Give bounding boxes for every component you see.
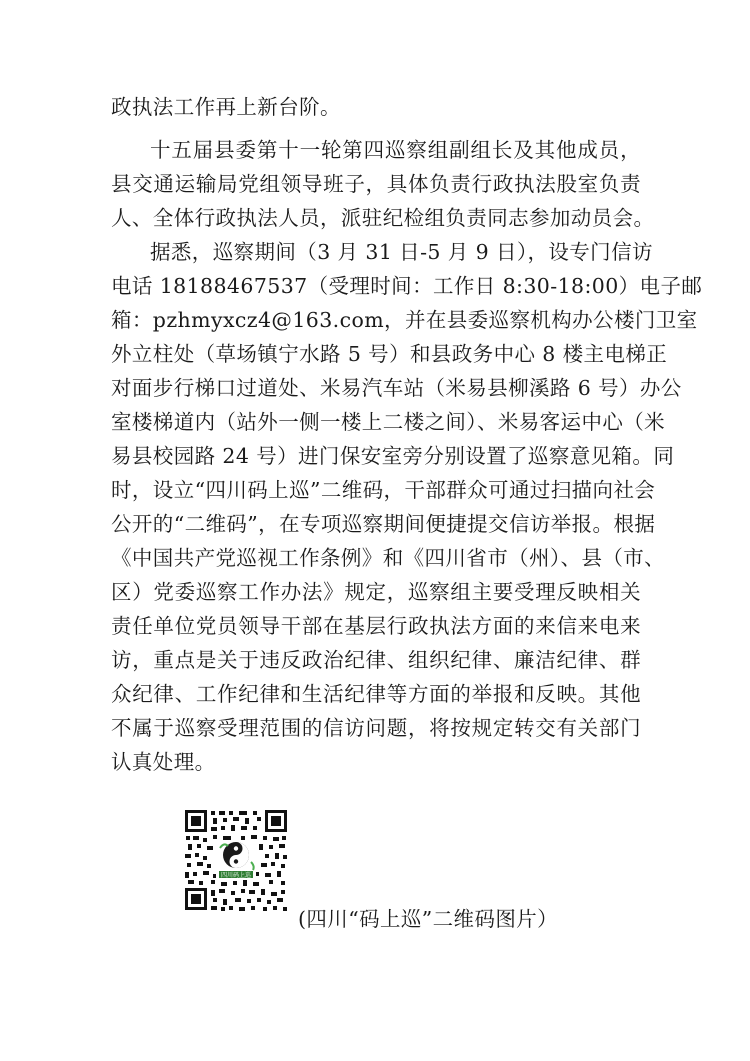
paragraph-line: 众纪律、工作纪律和生活纪律等方面的举报和反映。其他: [111, 682, 641, 706]
paragraph-line: 据悉，巡察期间（3 月 31 日-5 月 9 日），设专门信访: [150, 240, 653, 264]
paragraph-line: 认真处理。: [111, 750, 216, 774]
paragraph-line: 电话 18188467537（受理时间：工作日 8:30-18:00）电子邮: [111, 274, 703, 298]
paragraph-line: 政执法工作再上新台阶。: [111, 95, 341, 119]
paragraph-line: 时，设立“四川码上巡”二维码，干部群众可通过扫描向社会: [111, 478, 656, 502]
paragraph-line: 责任单位党员领导干部在基层行政执法方面的来信来电来: [111, 614, 641, 638]
paragraph-line: 访，重点是关于违反政治纪律、组织纪律、廉洁纪律、群: [111, 648, 641, 672]
paragraph-line: 县交通运输局党组领导班子，具体负责行政执法股室负责: [111, 172, 641, 196]
paragraph-line: 《中国共产党巡视工作条例》和《四川省市（州）、县（市、: [111, 546, 666, 570]
paragraph-line: 十五届县委第十一轮第四巡察组副组长及其他成员，: [150, 138, 641, 162]
paragraph-line: 箱：pzhmyxcz4@163.com，并在县委巡察机构办公楼门卫室: [111, 308, 698, 332]
paragraph-line: 室楼梯道内（站外一侧一楼上二楼之间）、米易客运中心（米: [111, 410, 666, 434]
paragraph-line: 对面步行梯口过道处、米易汽车站（米易县柳溪路 6 号）办公: [111, 376, 682, 400]
paragraph-line: 外立柱处（草场镇宁水路 5 号）和县政务中心 8 楼主电梯正: [111, 342, 668, 366]
paragraph-line: 公开的“二维码”，在专项巡察期间便捷提交信访举报。根据: [111, 512, 656, 536]
qr-code-image: [183, 808, 289, 912]
paragraph-line: 不属于巡察受理范围的信访问题，将按规定转交有关部门: [111, 716, 641, 740]
qr-caption: (四川“码上巡”二维码图片）: [298, 907, 559, 931]
paragraph-line: 区）党委巡察工作办法》规定，巡察组主要受理反映相关: [111, 580, 641, 604]
paragraph-line: 人、全体行政执法人员，派驻纪检组负责同志参加动员会。: [111, 206, 655, 230]
paragraph-line: 易县校园路 24 号）进门保安室旁分别设置了巡察意见箱。同: [111, 444, 675, 468]
qr-logo-label: 四川码上巡: [220, 871, 252, 879]
